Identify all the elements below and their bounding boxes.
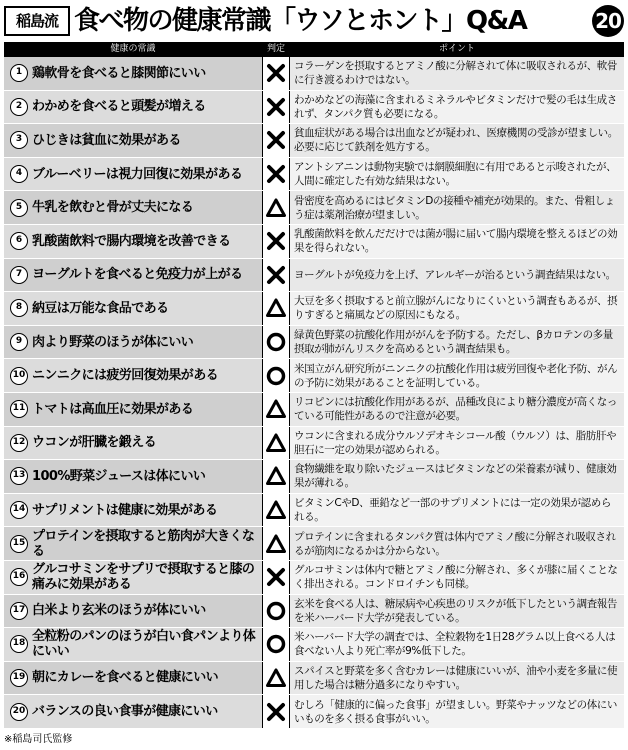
table-row: [4, 292, 624, 326]
point-cell: [290, 359, 624, 392]
row-number-badge: 16: [10, 568, 28, 586]
point-text: ビタミンCやD、亜鉛など一部のサプリメントには一定の効果が認められる。: [294, 497, 611, 524]
common-sense-cell: [4, 460, 262, 493]
common-sense-cell: [4, 124, 262, 157]
page-title: 食べ物の健康常識「ウソとホント」Q&A: [74, 6, 527, 36]
triangle-mark-icon: [266, 298, 286, 318]
circle-mark-icon: [266, 634, 286, 654]
table-row: [4, 158, 624, 192]
point-text: スパイスと野菜を多く含むカレーは健康にいいが、油や小麦を多量に使用した場合は糖分過多になりやすい。: [294, 664, 618, 691]
common-sense-text: グルコサミンをサプリで摂取すると膝の痛みに効果がある: [32, 562, 255, 593]
row-number-badge: 3: [10, 131, 28, 149]
verdict-cell: [262, 225, 290, 258]
table-row: [4, 326, 624, 360]
verdict-cell: [262, 628, 290, 661]
verdict-cell: [262, 393, 290, 426]
row-number-badge: 17: [10, 602, 28, 620]
common-sense-text: ヨーグルトを食べると免疫力が上がる: [32, 267, 243, 283]
point-cell: [290, 191, 624, 224]
table-row: [4, 561, 624, 595]
verdict-cell: [262, 158, 290, 191]
point-cell: [290, 527, 624, 560]
point-text: プロテインに含まれるタンパク質は体内でアミノ酸に分解され吸収されるが筋肉になるかは分からない。: [294, 530, 616, 557]
common-sense-text: 納豆は万能な食品である: [32, 300, 169, 316]
verdict-cell: [262, 527, 290, 560]
point-text: グルコサミンは体内で糖とアミノ酸に分解され、多くが膝に届くことなく排出される。コンドロイチンも同様。: [294, 564, 618, 591]
common-sense-cell: [4, 427, 262, 460]
point-cell: [290, 158, 624, 191]
row-number-badge: 13: [10, 467, 28, 485]
point-text: 緑黄色野菜の抗酸化作用ががんを予防する。ただし、βカロテンの多量摂取が肺がんリスクを高めるという調査結果も。: [294, 329, 613, 356]
common-sense-cell: [4, 158, 262, 191]
cross-mark-icon: [266, 702, 286, 722]
triangle-mark-icon: [266, 466, 286, 486]
row-number-badge: 10: [10, 367, 28, 385]
cross-mark-icon: [266, 130, 286, 150]
point-cell: [290, 460, 624, 493]
triangle-mark-icon: [266, 668, 286, 688]
point-cell: [290, 124, 624, 157]
row-number-badge: 15: [10, 535, 28, 553]
verdict-cell: [262, 292, 290, 325]
point-cell: [290, 57, 624, 90]
table-row: [4, 259, 624, 293]
row-number-badge: 7: [10, 266, 28, 284]
point-cell: [290, 292, 624, 325]
point-cell: [290, 662, 624, 695]
cross-mark-icon: [266, 97, 286, 117]
point-cell: [290, 225, 624, 258]
table-row: [4, 427, 624, 461]
circle-mark-icon: [266, 601, 286, 621]
common-sense-text: 全粒粉のパンのほうが白い食パンより体にいい: [32, 629, 256, 660]
point-text: アントシアニンは動物実験では網膜細胞に有用であると示唆されたが、人間に確定した有効な結果はない。: [294, 161, 617, 188]
verdict-cell: [262, 561, 290, 594]
row-number-badge: 5: [10, 199, 28, 217]
common-sense-cell: [4, 57, 262, 90]
point-cell: [290, 494, 624, 527]
row-number-badge: 12: [10, 434, 28, 452]
common-sense-cell: [4, 359, 262, 392]
common-sense-cell: [4, 326, 262, 359]
row-number-badge: 8: [10, 299, 28, 317]
triangle-mark-icon: [266, 433, 286, 453]
table-row: [4, 527, 624, 561]
common-sense-cell: [4, 91, 262, 124]
verdict-cell: [262, 259, 290, 292]
table-row: [4, 359, 624, 393]
common-sense-text: 鶏軟骨を食べると膝関節にいい: [32, 65, 206, 81]
circle-mark-icon: [266, 366, 286, 386]
common-sense-text: バランスの良い食事が健康にいい: [32, 704, 218, 720]
common-sense-cell: [4, 662, 262, 695]
table-row: [4, 695, 624, 729]
table-row: [4, 662, 624, 696]
row-number-badge: 1: [10, 64, 28, 82]
circle-mark-icon: [266, 332, 286, 352]
table-header: [4, 42, 624, 57]
row-number-badge: 4: [10, 165, 28, 183]
point-text: むしろ「健康的に偏った食事」が望ましい。野菜やナッツなどの体にいいものを多く摂る食事がいい。: [294, 698, 617, 725]
row-number-badge: 11: [10, 400, 28, 418]
triangle-mark-icon: [266, 399, 286, 419]
point-text: ヨーグルトが免疫力を上げ、アレルギーが治るという調査結果はない。: [294, 268, 616, 281]
verdict-cell: [262, 460, 290, 493]
common-sense-cell: [4, 225, 262, 258]
point-cell: [290, 91, 624, 124]
triangle-mark-icon: [266, 534, 286, 554]
point-cell: [290, 259, 624, 292]
common-sense-text: 100%野菜ジュースは体にいい: [32, 468, 206, 484]
table-row: [4, 225, 624, 259]
verdict-cell: [262, 91, 290, 124]
point-text: 玄米を食べる人は、糖尿病や心疾患のリスクが低下したという調査報告を米ハーバード大学が発表している。: [294, 597, 617, 624]
column-header-point: ポイント: [438, 44, 475, 54]
title-number-badge: 20: [592, 5, 624, 37]
common-sense-cell: [4, 628, 262, 661]
table-row: [4, 595, 624, 629]
verdict-cell: [262, 662, 290, 695]
common-sense-cell: [4, 292, 262, 325]
table-body: [4, 57, 624, 729]
header: [0, 0, 628, 42]
point-cell: [290, 695, 624, 728]
common-sense-text: わかめを食べると頭髪が増える: [32, 99, 206, 115]
point-text: リコピンには抗酸化作用があるが、品種改良により糖分濃度が高くなっている可能性があるので注意が必要。: [294, 396, 617, 423]
common-sense-cell: [4, 595, 262, 628]
column-header-common-sense: 健康の常識: [110, 44, 156, 54]
row-number-badge: 14: [10, 501, 28, 519]
verdict-cell: [262, 427, 290, 460]
table-row: [4, 124, 624, 158]
row-number-badge: 18: [10, 635, 28, 653]
verdict-cell: [262, 359, 290, 392]
cross-mark-icon: [266, 265, 286, 285]
common-sense-cell: [4, 527, 262, 560]
common-sense-text: ウコンが肝臓を鍛える: [32, 435, 157, 451]
column-header-verdict: 判定: [266, 44, 285, 54]
common-sense-cell: [4, 494, 262, 527]
common-sense-cell: [4, 259, 262, 292]
common-sense-text: トマトは高血圧に効果がある: [32, 401, 194, 417]
common-sense-text: 乳酸菌飲料で腸内環境を改善できる: [32, 233, 231, 249]
point-cell: [290, 326, 624, 359]
cross-mark-icon: [266, 231, 286, 251]
point-text: 大豆を多く摂取すると前立腺がんになりにくいという調査もあるが、摂りすぎると痛風などの原因にもなる。: [294, 295, 618, 322]
point-cell: [290, 595, 624, 628]
cross-mark-icon: [266, 164, 286, 184]
point-text: ウコンに含まれる成分ウルソデオキシコール酸（ウルソ）は、脂肪肝や胆石に一定の効果が認められる。: [294, 429, 617, 456]
common-sense-cell: [4, 393, 262, 426]
point-cell: [290, 393, 624, 426]
common-sense-text: ひじきは貧血に効果がある: [32, 132, 181, 148]
point-cell: [290, 628, 624, 661]
common-sense-text: プロテインを摂取すると筋肉が大きくなる: [32, 528, 255, 559]
table-row: [4, 628, 624, 662]
row-number-badge: 9: [10, 333, 28, 351]
verdict-cell: [262, 57, 290, 90]
row-number-badge: 19: [10, 669, 28, 687]
point-text: 乳酸菌飲料を飲んだだけでは菌が腸に届いて腸内環境を整えるほどの効果を得られない。: [294, 228, 618, 255]
verdict-cell: [262, 494, 290, 527]
row-number-badge: 20: [10, 703, 28, 721]
cross-mark-icon: [266, 567, 286, 587]
point-text: コラーゲンを摂取するとアミノ酸に分解されて体に吸収されるが、軟骨に行き渡るわけではない。: [294, 60, 617, 87]
point-text: 食物繊維を取り除いたジュースはビタミンなどの栄養素が減り、健康効果が薄れる。: [294, 463, 617, 490]
table-row: [4, 460, 624, 494]
common-sense-cell: [4, 561, 262, 594]
table-row: [4, 91, 624, 125]
triangle-mark-icon: [266, 198, 286, 218]
common-sense-text: 朝にカレーを食べると健康にいい: [32, 670, 219, 686]
triangle-mark-icon: [266, 500, 286, 520]
table-row: [4, 494, 624, 528]
verdict-cell: [262, 124, 290, 157]
footnote: ※稲島司氏監修: [4, 734, 73, 745]
common-sense-text: 白米より玄米のほうが体にいい: [32, 603, 206, 619]
point-cell: [290, 561, 624, 594]
point-text: 骨密度を高めるにはビタミンDの接種や補充が効果的。また、骨粗しょう症は薬剤治療が望ましい。: [294, 194, 615, 221]
common-sense-text: ブルーベリーは視力回復に効果がある: [32, 166, 243, 182]
common-sense-text: サプリメントは健康に効果がある: [32, 502, 218, 518]
verdict-cell: [262, 326, 290, 359]
qa-table: [4, 42, 624, 729]
brand-badge: 稲島流: [4, 6, 70, 36]
point-text: 米ハーバード大学の調査では、全粒穀物を1日28グラム以上食べる人は食べない人より死亡率が9%低下した。: [294, 631, 616, 658]
row-number-badge: 2: [10, 98, 28, 116]
table-row: [4, 191, 624, 225]
point-text: 米国立がん研究所がニンニクの抗酸化作用は疲労回復や老化予防、がんの予防に効果があることを証明している。: [294, 362, 618, 389]
common-sense-cell: [4, 191, 262, 224]
table-row: [4, 393, 624, 427]
common-sense-text: 肉より野菜のほうが体にいい: [32, 334, 194, 350]
cross-mark-icon: [266, 63, 286, 83]
table-row: [4, 57, 624, 91]
verdict-cell: [262, 695, 290, 728]
verdict-cell: [262, 595, 290, 628]
point-text: わかめなどの海藻に含まれるミネラルやビタミンだけで髪の毛は生成されず、タンパク質も必要になる。: [294, 93, 617, 120]
row-number-badge: 6: [10, 232, 28, 250]
point-text: 貧血症状がある場合は出血などが疑われ、医療機関の受診が望ましい。必要に応じて鉄剤を処方する。: [294, 127, 618, 154]
point-cell: [290, 427, 624, 460]
common-sense-text: ニンニクには疲労回復効果がある: [32, 368, 219, 384]
verdict-cell: [262, 191, 290, 224]
common-sense-text: 牛乳を飲むと骨が丈夫になる: [32, 200, 194, 216]
common-sense-cell: [4, 695, 262, 728]
